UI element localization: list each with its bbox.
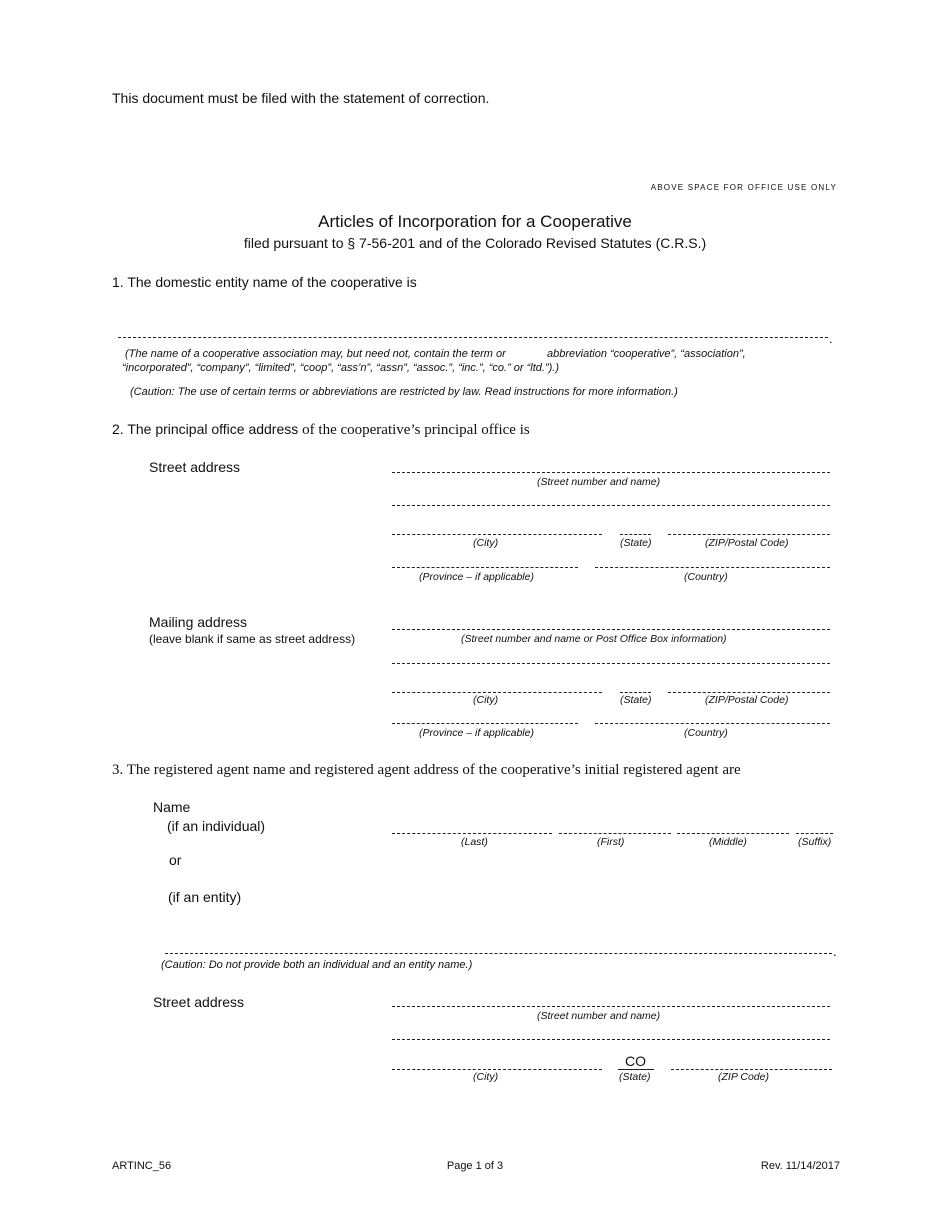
agent-name-label: Name <box>153 799 191 815</box>
agent-last-name-field[interactable] <box>392 833 552 834</box>
agent-first-caption: (First) <box>597 836 625 848</box>
street-number-caption: (Street number and name) <box>537 476 661 488</box>
mailing-city-caption: (City) <box>473 694 499 706</box>
agent-middle-name-field[interactable] <box>677 833 789 834</box>
street-state-field[interactable] <box>620 534 651 535</box>
mailing-state-field[interactable] <box>620 692 651 693</box>
form-id: ARTINC_56 <box>112 1160 172 1172</box>
street-city-field[interactable] <box>392 534 602 535</box>
name-note-part1: (The name of a cooperative association may, but need not, contain the term or <box>125 348 506 360</box>
agent-first-name-field[interactable] <box>559 833 671 834</box>
mailing-zip-caption: (ZIP/Postal Code) <box>705 694 789 706</box>
street-city-caption: (City) <box>473 537 499 549</box>
agent-state-value: CO <box>625 1053 646 1069</box>
section3-heading: 3. The registered agent name and registered agent address of the cooperative’s initial registered agent are <box>112 762 741 778</box>
agent-street-caption: (Street number and name) <box>537 1010 661 1022</box>
agent-entity-label: (if an entity) <box>168 889 242 905</box>
street-address-label: Street address <box>149 459 241 475</box>
agent-street-line1[interactable] <box>392 1006 830 1007</box>
name-note-part2: abbreviation “cooperative”, “association”, <box>547 348 746 360</box>
agent-city-field[interactable] <box>392 1069 602 1070</box>
agent-zip-caption: (ZIP Code) <box>718 1071 769 1083</box>
entity-name-period: . <box>829 331 833 346</box>
mailing-address-line2[interactable] <box>392 663 830 664</box>
section2-heading-b: of the cooperative’s principal office is <box>302 422 530 438</box>
street-zip-field[interactable] <box>668 534 830 535</box>
agent-caution: (Caution: Do not provide both an individual and an entity name.) <box>161 959 473 971</box>
agent-or-label: or <box>169 852 182 868</box>
mailing-country-field[interactable] <box>595 723 830 724</box>
agent-middle-caption: (Middle) <box>709 836 747 848</box>
street-address-line2[interactable] <box>392 505 830 506</box>
mailing-street-caption: (Street number and name or Post Office Box information) <box>461 633 727 645</box>
street-province-field[interactable] <box>392 567 578 568</box>
revision-date: Rev. 11/14/2017 <box>760 1160 840 1172</box>
filing-note: This document must be filed with the statement of correction. <box>112 90 490 106</box>
agent-state-underline <box>618 1069 654 1070</box>
name-note-line2: “incorporated”, “company”, “limited”, “coop”, “ass’n”, “assn”, “assoc.”, “inc.”, “co.” or “ltd.”).) <box>122 362 560 374</box>
street-zip-caption: (ZIP/Postal Code) <box>705 537 789 549</box>
street-province-caption: (Province – if applicable) <box>419 571 534 583</box>
agent-zip-field[interactable] <box>671 1069 832 1070</box>
mailing-address-label: Mailing address <box>149 614 248 630</box>
agent-street-address-label: Street address <box>153 994 245 1010</box>
mailing-country-caption: (Country) <box>684 727 728 739</box>
agent-state-caption: (State) <box>619 1071 651 1083</box>
office-use-label: ABOVE SPACE FOR OFFICE USE ONLY <box>650 183 837 192</box>
mailing-province-caption: (Province – if applicable) <box>419 727 534 739</box>
page-number: Page 1 of 3 <box>446 1160 504 1172</box>
mailing-address-hint: (leave blank if same as street address) <box>149 632 356 646</box>
agent-suffix-field[interactable] <box>796 833 833 834</box>
section1-heading: 1. The domestic entity name of the cooperative is <box>112 274 417 290</box>
mailing-province-field[interactable] <box>392 723 578 724</box>
street-country-field[interactable] <box>595 567 830 568</box>
agent-street-line2[interactable] <box>392 1039 830 1040</box>
mailing-city-field[interactable] <box>392 692 602 693</box>
entity-name-field[interactable] <box>118 337 828 338</box>
agent-individual-label: (if an individual) <box>167 818 266 834</box>
page-title: Articles of Incorporation for a Cooperative <box>318 212 632 231</box>
street-address-line1[interactable] <box>392 472 830 473</box>
section2-heading <box>112 421 530 439</box>
page-subtitle: filed pursuant to § 7-56-201 and of the Colorado Revised Statutes (C.R.S.) <box>243 235 707 251</box>
agent-entity-name-field[interactable] <box>165 953 832 954</box>
name-caution: (Caution: The use of certain terms or abbreviations are restricted by law. Read instructions for more information.) <box>130 386 678 398</box>
agent-city-caption: (City) <box>473 1071 499 1083</box>
mailing-address-line1[interactable] <box>392 629 830 630</box>
mailing-zip-field[interactable] <box>668 692 830 693</box>
section2-heading-a: 2. The principal office address <box>112 421 299 437</box>
mailing-state-caption: (State) <box>620 694 652 706</box>
agent-last-caption: (Last) <box>461 836 488 848</box>
agent-suffix-caption: (Suffix) <box>798 836 832 848</box>
street-state-caption: (State) <box>620 537 652 549</box>
street-country-caption: (Country) <box>684 571 728 583</box>
agent-entity-period: . <box>833 944 837 959</box>
